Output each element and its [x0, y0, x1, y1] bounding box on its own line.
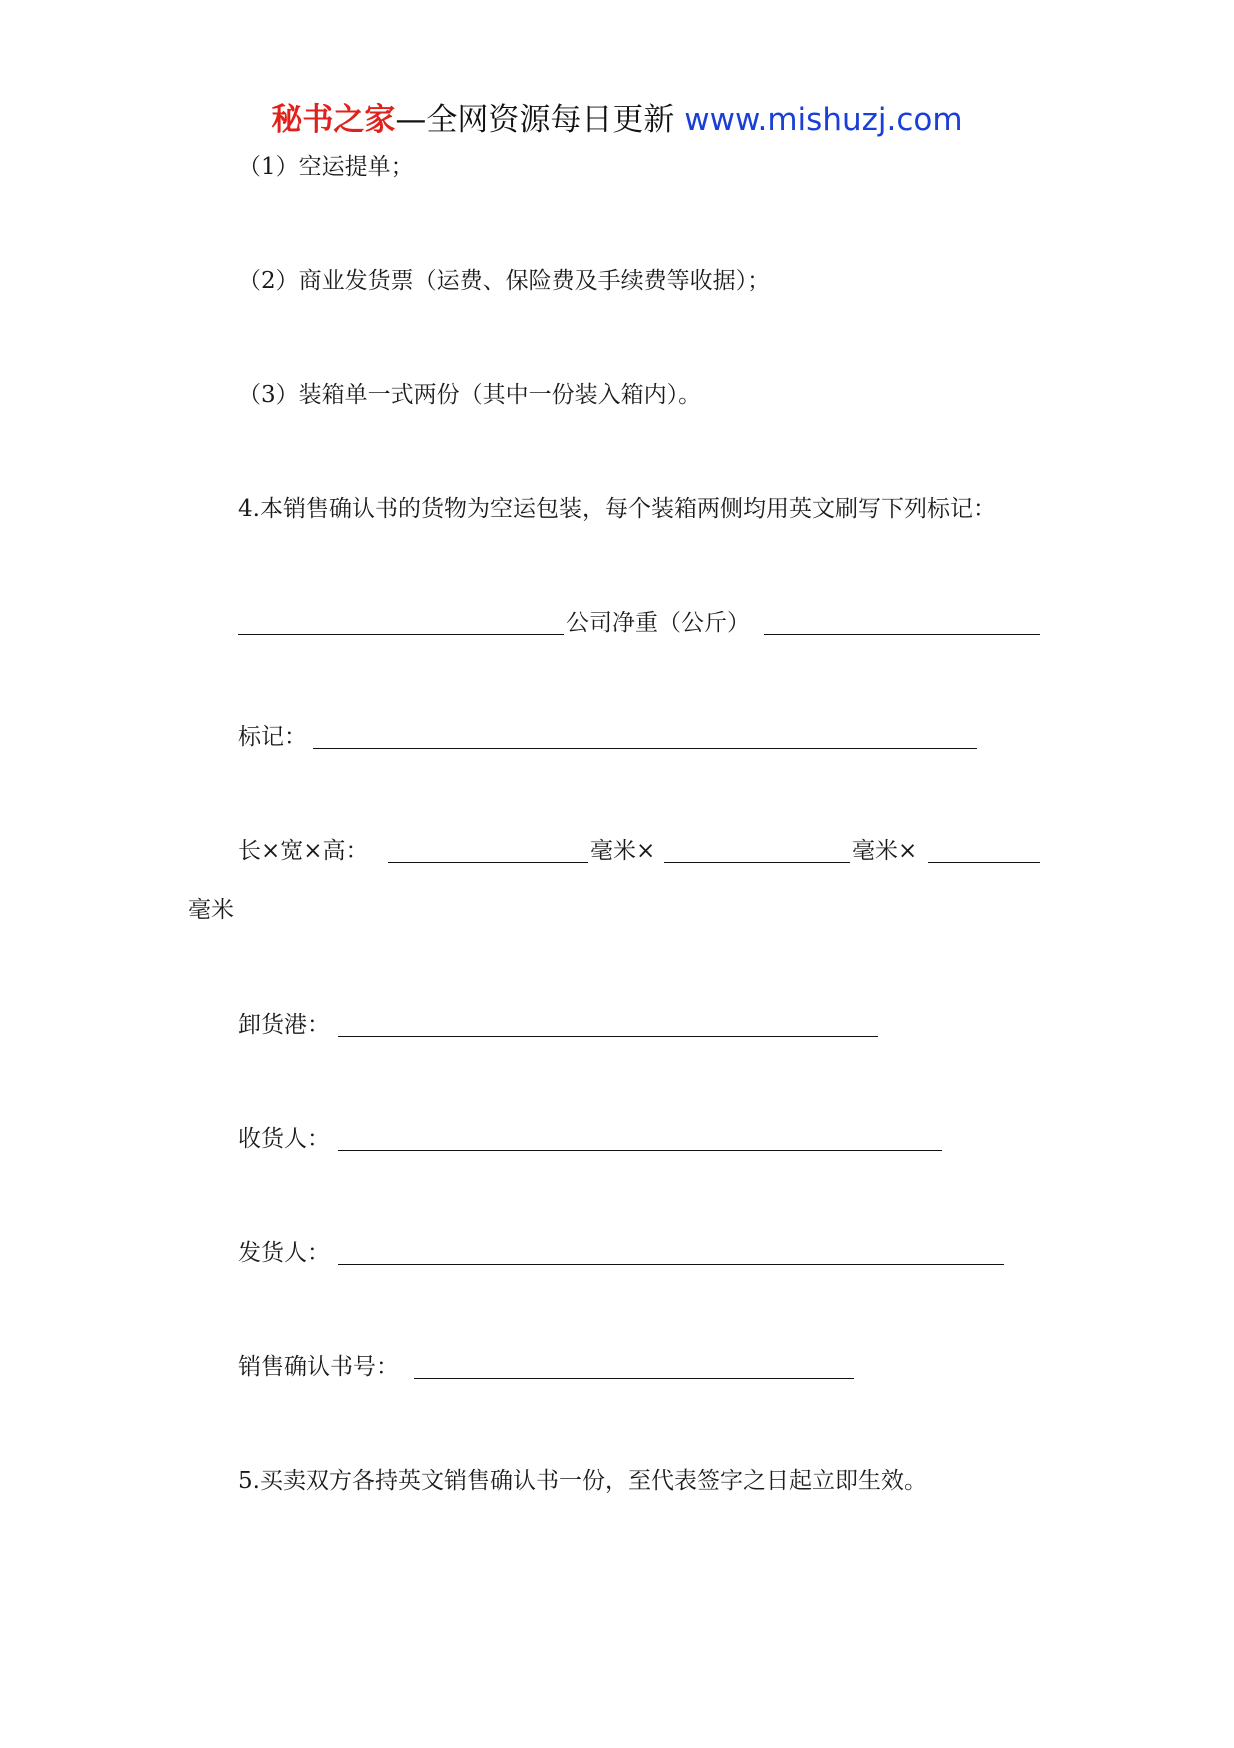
width-blank[interactable] [664, 862, 850, 863]
dimension-unit-3: 毫米 [188, 897, 234, 923]
doc-item-1: （1）空运提单； [238, 154, 414, 180]
doc-item-2: （2）商业发货票（运费、保险费及手续费等收据）； [238, 268, 771, 294]
shipper-label: 发货人： [238, 1240, 330, 1266]
shipper-blank[interactable] [338, 1264, 1004, 1265]
net-weight-blank[interactable] [764, 634, 1040, 635]
consignee-blank[interactable] [338, 1150, 942, 1151]
brand-name: 秘书之家 [271, 102, 396, 138]
site-url-link[interactable]: www.mishuzj.com [684, 102, 963, 138]
company-net-weight-label: 公司净重（公斤） [566, 610, 750, 636]
site-watermark-header [0, 100, 1234, 140]
marks-blank[interactable] [313, 748, 977, 749]
company-name-blank[interactable] [238, 634, 564, 635]
sc-number-label: 销售确认书号： [238, 1354, 399, 1380]
clause-5: 5.买卖双方各持英文销售确认书一份，至代表签字之日起立即生效。 [238, 1468, 927, 1494]
doc-item-3: （3）装箱单一式两份（其中一份装入箱内）。 [238, 382, 702, 408]
port-label: 卸货港： [238, 1012, 330, 1038]
port-blank[interactable] [338, 1036, 878, 1037]
consignee-label: 收货人： [238, 1126, 330, 1152]
length-blank[interactable] [388, 862, 588, 863]
sc-number-blank[interactable] [414, 1378, 854, 1379]
header-tagline: —全网资源每日更新 [395, 102, 675, 138]
height-blank[interactable] [928, 862, 1040, 863]
dimension-unit-1: 毫米× [590, 838, 656, 864]
marks-label: 标记： [238, 724, 307, 750]
dimensions-label: 长×宽×高： [238, 838, 369, 864]
dimension-unit-2: 毫米× [852, 838, 918, 864]
clause-4: 4.本销售确认书的货物为空运包装，每个装箱两侧均用英文刷写下列标记： [238, 496, 996, 522]
